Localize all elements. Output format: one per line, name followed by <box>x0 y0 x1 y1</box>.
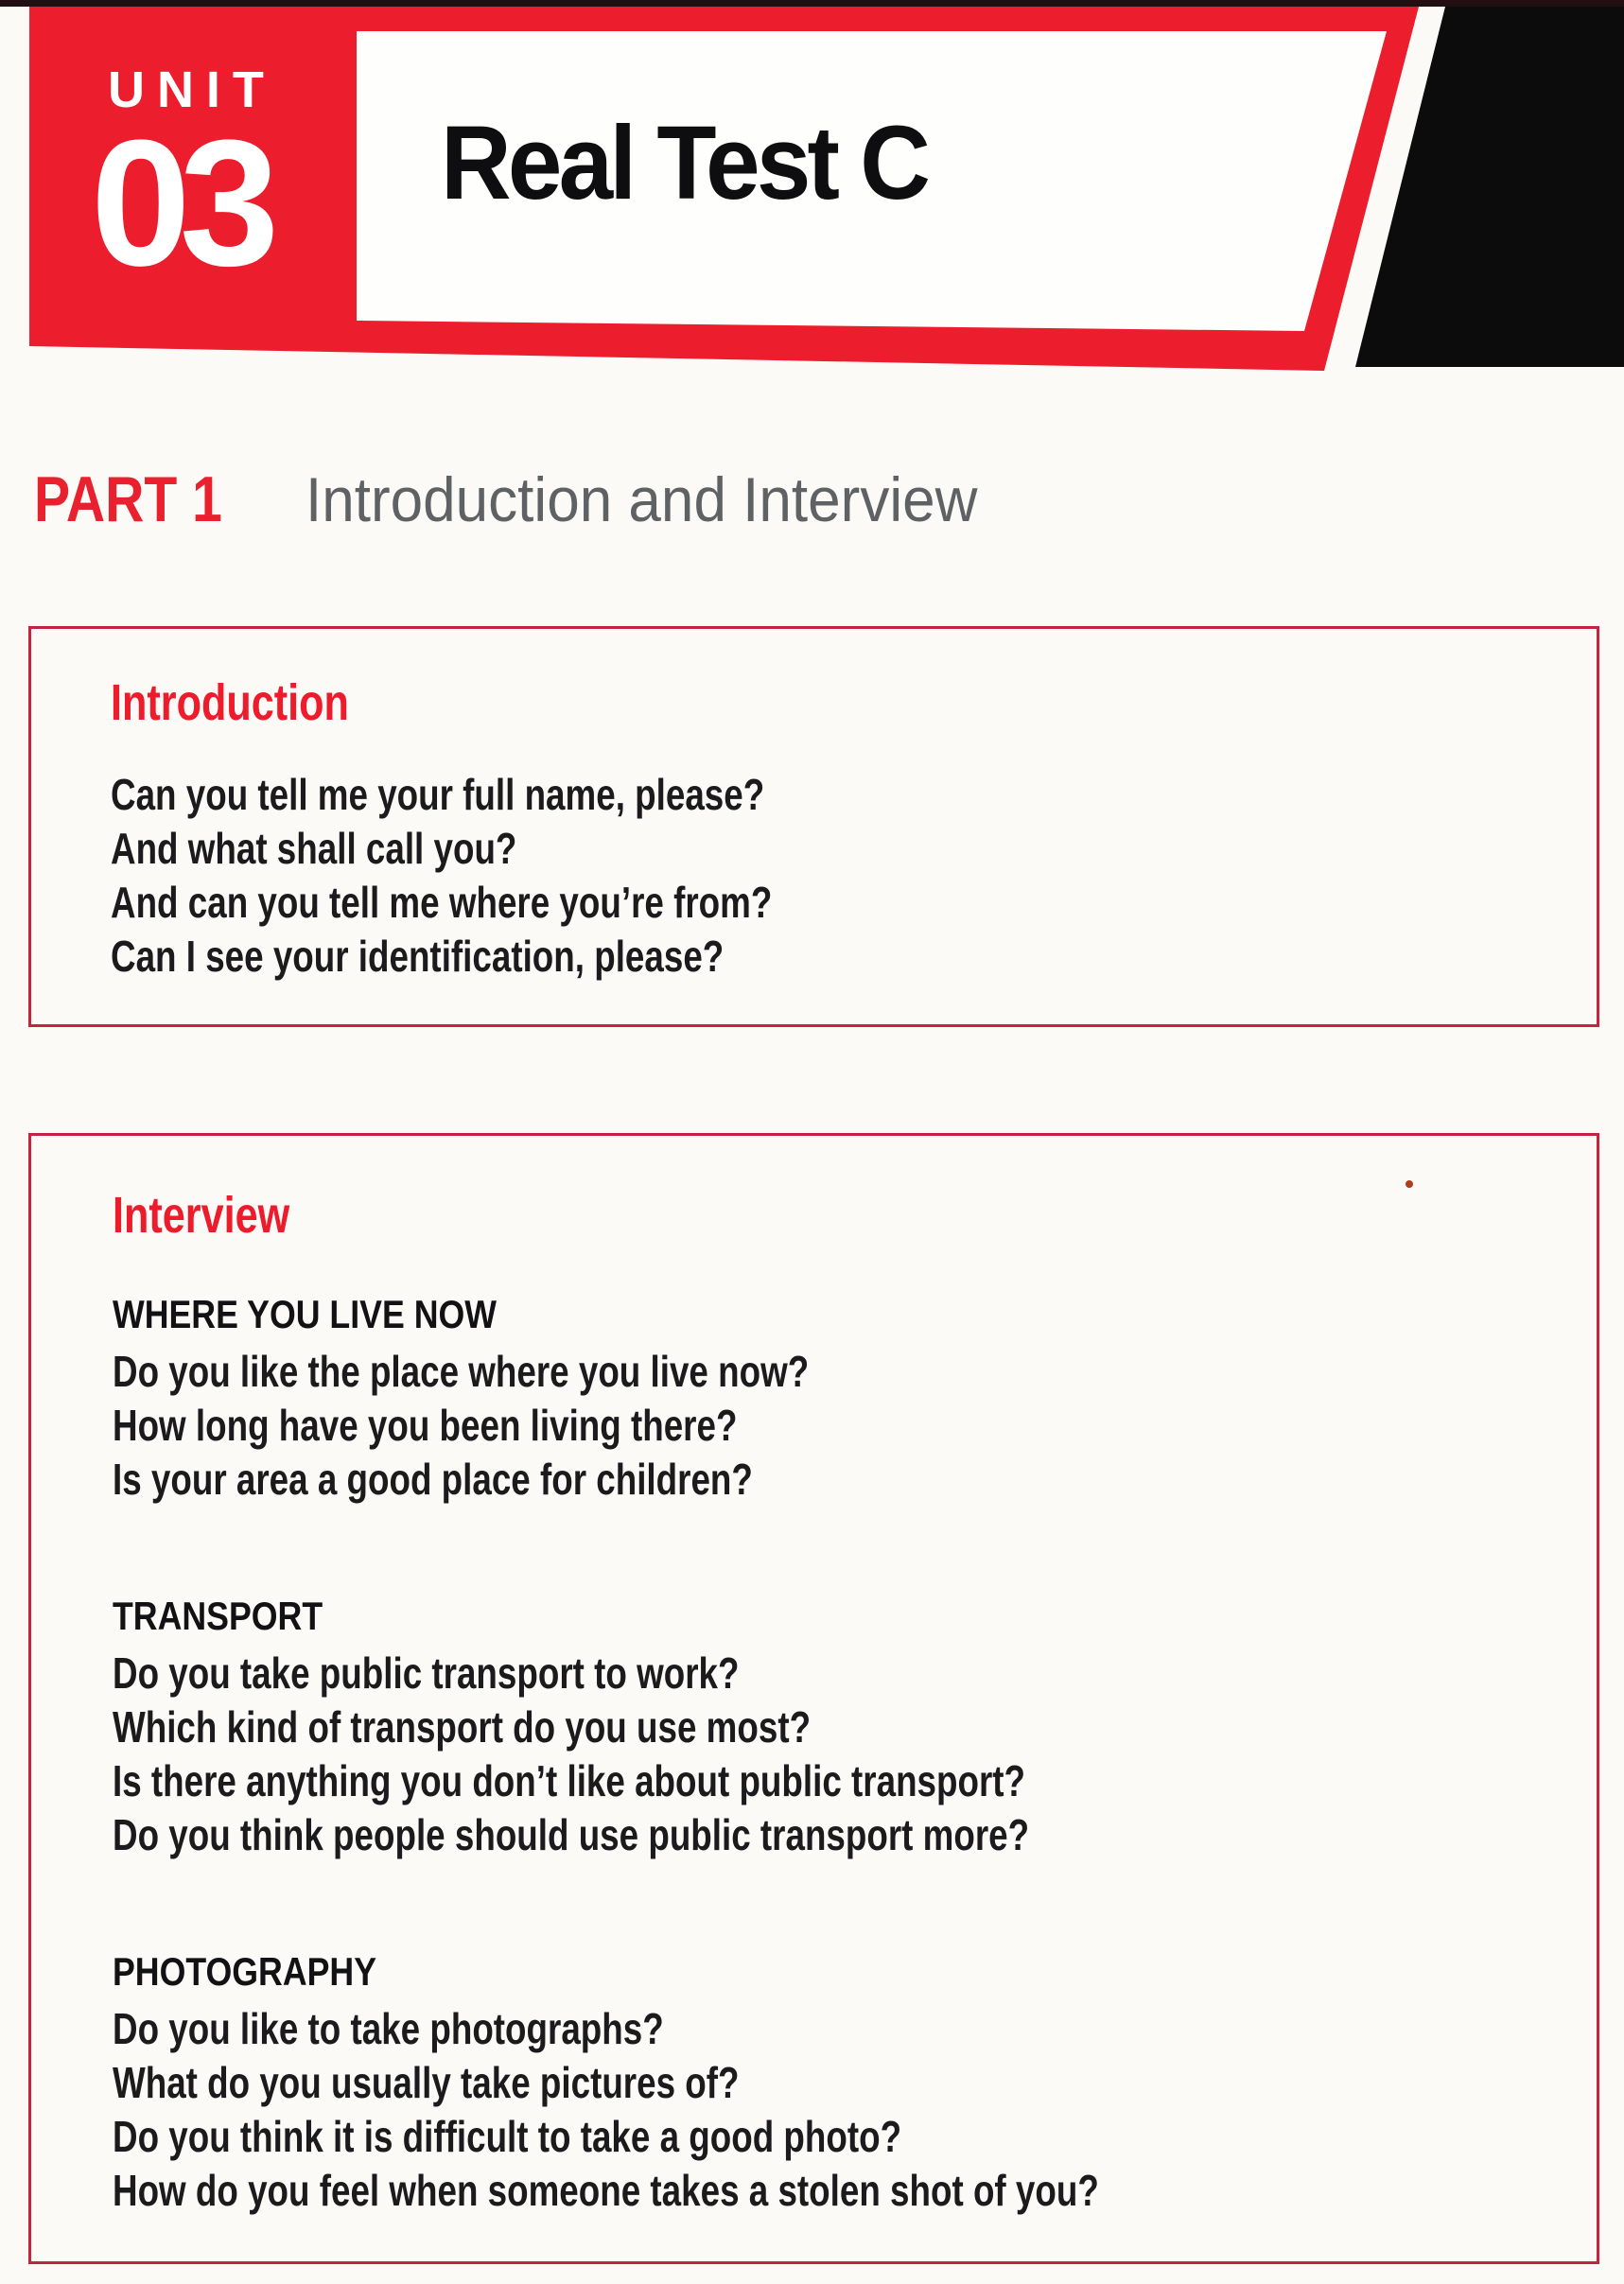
question-line: Do you think it is difficult to take a good photo? <box>113 2112 902 2161</box>
question-line: Is there anything you don’t like about public transport? <box>113 1756 1026 1805</box>
question-line: What do you usually take pictures of? <box>113 2058 740 2107</box>
question-line: Do you think people should use public transport more? <box>113 1810 1030 1859</box>
question-line: How do you feel when someone takes a stolen shot of you? <box>113 2166 1099 2215</box>
ink-speck <box>1406 1180 1413 1188</box>
question-line: Do you like to take photographs? <box>113 2004 664 2053</box>
question-line: Can you tell me your full name, please? <box>111 770 765 819</box>
topic-heading: WHERE YOU LIVE NOW <box>113 1292 497 1336</box>
question-line: Do you take public transport to work? <box>113 1648 740 1698</box>
unit-label: UNIT <box>108 61 276 118</box>
page-title: Real Test C <box>441 105 928 221</box>
topic-photography <box>113 1951 1597 2218</box>
introduction-box <box>28 626 1599 1027</box>
question-line: How long have you been living there? <box>113 1401 738 1450</box>
question-line: Which kind of transport do you use most? <box>113 1702 812 1752</box>
question-line: Do you like the place where you live now? <box>113 1347 810 1396</box>
question-line: Is your area a good place for children? <box>113 1455 753 1504</box>
part-label: PART 1 <box>34 463 222 535</box>
question-line: And what shall call you? <box>111 824 517 873</box>
introduction-heading: Introduction <box>111 674 349 731</box>
topic-heading: TRANSPORT <box>113 1594 323 1638</box>
interview-heading: Interview <box>113 1187 290 1244</box>
topic-heading: PHOTOGRAPHY <box>113 1949 377 1994</box>
part-title: Introduction and Interview <box>305 464 978 534</box>
page-top-edge <box>0 0 1624 7</box>
unit-number: 03 <box>91 103 269 304</box>
topic-where-you-live-now <box>113 1294 1597 1507</box>
question-line: And can you tell me where you’re from? <box>111 878 773 927</box>
question-line: Can I see your identification, please? <box>111 932 725 981</box>
interview-box <box>28 1133 1599 2264</box>
topic-transport <box>113 1595 1597 1862</box>
introduction-questions <box>111 768 1597 984</box>
part-heading-row <box>34 463 1021 535</box>
